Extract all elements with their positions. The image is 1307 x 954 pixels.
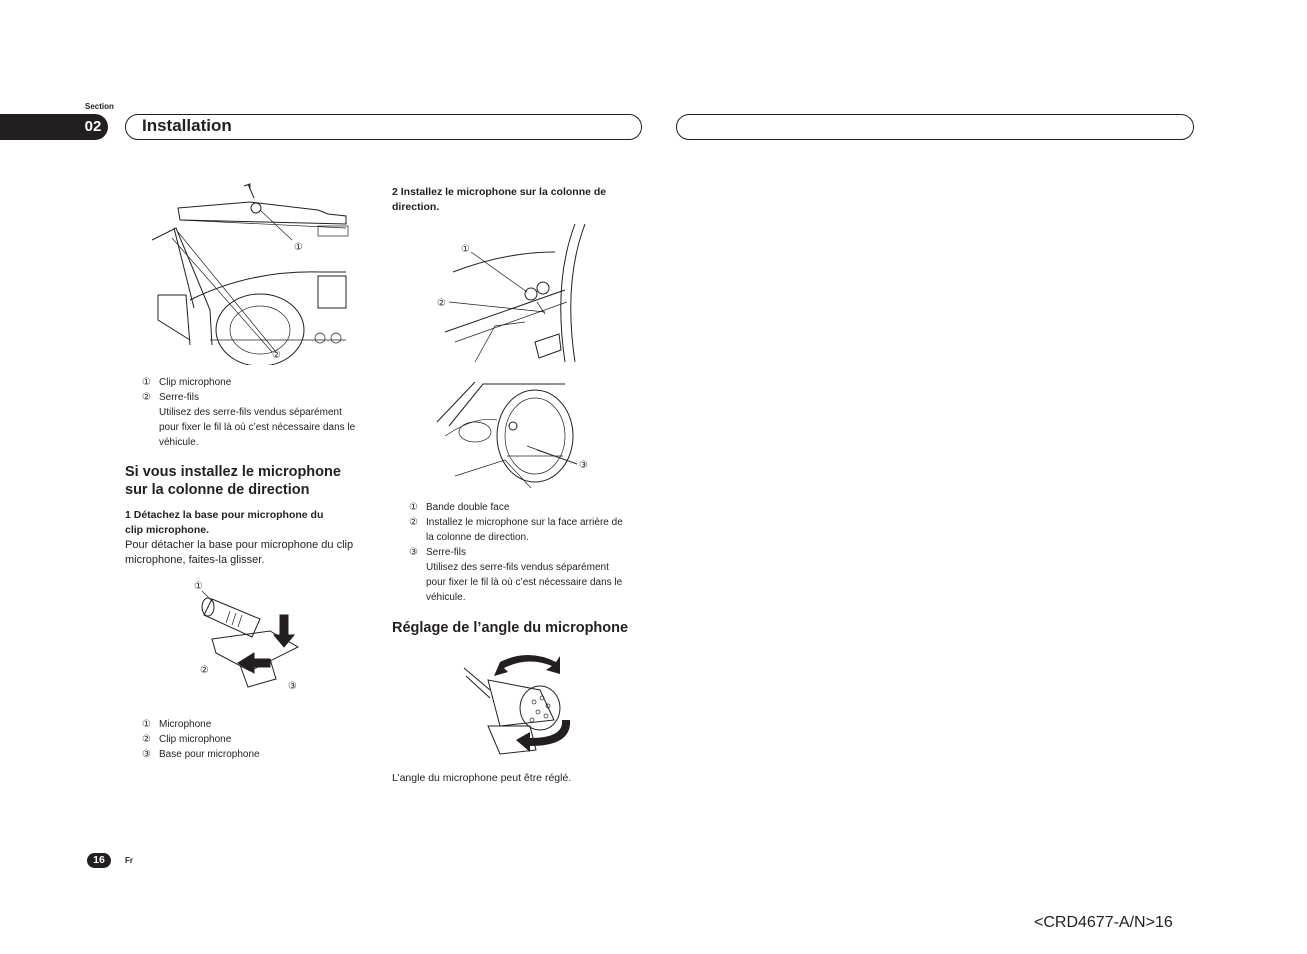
legend-item: ③ Serre-fils [409,547,467,558]
figure2-label-3: ③ [288,681,297,692]
figure3-label-1: ① [461,244,470,255]
legend-note: Utilisez des serre-fils vendus séparément pour fixer le fil là où c’est nécessaire dans le véhicule. [159,407,356,448]
figure-dashboard-clip [150,180,350,365]
page-title: Installation [142,116,232,135]
figure-microphone-clip [190,575,320,700]
step-2-title: 2 Installez le microphone sur la colonne de direction. [392,186,607,213]
legend-item: ① Microphone [142,719,212,730]
legend-3 [409,500,623,605]
legend-item: ② Serre-fils [142,392,200,403]
figure2-label-1: ① [194,581,203,592]
figure1-label-2: ② [272,350,281,361]
figure1-label-1: ① [294,242,303,253]
angle-caption: L’angle du microphone peut être réglé. [392,772,572,784]
heading-column-install: Si vous installez le microphone sur la colonne de direction [125,464,341,498]
figure-microphone-angle [460,650,580,760]
heading-microphone-angle: Réglage de l’angle du microphone [392,620,629,636]
legend-item: ② Installez le microphone sur la face arrière de [409,517,623,528]
document-code: <CRD4677-A/N>16 [1034,914,1173,931]
figure4-label-3: ③ [579,460,588,471]
step-1-title: 1 Détachez la base pour microphone du clip microphone. [125,509,324,536]
step-1-body: Pour détacher la base pour microphone du clip microphone, faites-la glisser. [125,539,354,566]
legend-note: Utilisez des serre-fils vendus séparément pour fixer le fil là où c’est nécessaire dans le véhicule. [426,562,623,603]
language-code: Fr [125,856,133,865]
legend-item: ① Clip microphone [142,377,232,388]
figure-steering-wheel [435,376,600,494]
legend-1 [142,375,355,450]
figure2-label-2: ② [200,665,209,676]
legend-item: ③ Base pour microphone [142,749,260,760]
legend-item: ② Clip microphone [142,734,232,745]
legend-2 [142,717,260,762]
section-number: 02 [84,118,102,135]
figure-steering-column [435,222,605,364]
section-label: Section [85,102,114,111]
legend-item-continuation: la colonne de direction. [426,532,529,543]
page-number: 16 [87,853,111,868]
figure3-label-2: ② [437,298,446,309]
right-header-frame [676,114,1194,140]
legend-item: ① Bande double face [409,502,510,513]
